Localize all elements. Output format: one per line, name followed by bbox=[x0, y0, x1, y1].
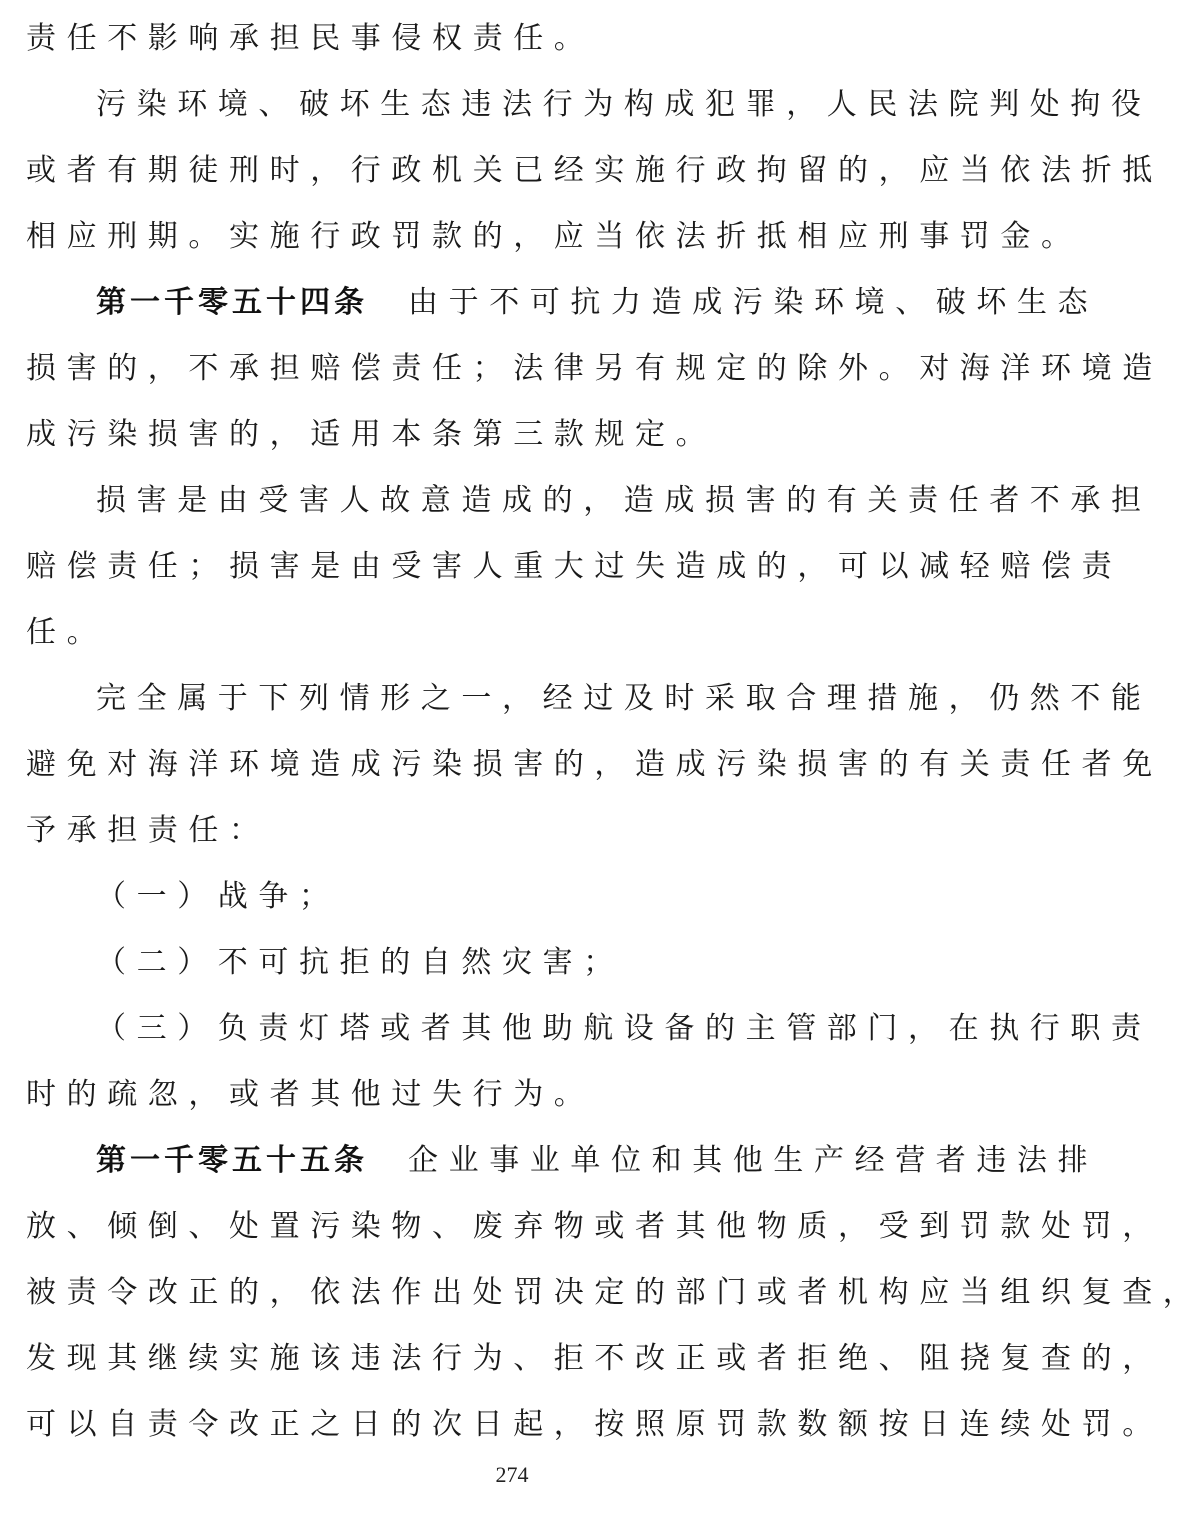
text-line: 或者有期徒刑时，行政机关已经实施行政拘留的，应当依法折抵 bbox=[26, 153, 1163, 188]
article-heading-line bbox=[26, 270, 1099, 336]
list-item: （三）负责灯塔或者其他助航设备的主管部门，在执行职责 bbox=[96, 1011, 1152, 1046]
page-number: 274 bbox=[495, 1462, 529, 1487]
article-number: 第一千零五十五条 bbox=[96, 1143, 368, 1178]
text-line: 成污染损害的，适用本条第三款规定。 bbox=[26, 417, 717, 452]
text-line: 放、倾倒、处置污染物、废弃物或者其他物质，受到罚款处罚， bbox=[26, 1209, 1163, 1244]
document-body bbox=[26, 0, 1203, 1458]
list-item: （二）不可抗拒的自然灾害； bbox=[96, 945, 624, 980]
text-line: 发现其继续实施该违法行为、拒不改正或者拒绝、阻挠复查的， bbox=[26, 1341, 1163, 1376]
text-line: 损害是由受害人故意造成的，造成损害的有关责任者不承担 bbox=[96, 483, 1152, 518]
text-line: 任。 bbox=[26, 615, 108, 650]
text-line: 责任不影响承担民事侵权责任。 bbox=[26, 21, 595, 56]
text-line: 赔偿责任；损害是由受害人重大过失造成的，可以减轻赔偿责 bbox=[26, 549, 1123, 584]
text-line: 损害的，不承担赔偿责任；法律另有规定的除外。对海洋环境造 bbox=[26, 351, 1163, 386]
text-line: 完全属于下列情形之一，经过及时采取合理措施，仍然不能 bbox=[96, 681, 1152, 716]
article-text: 由于不可抗力造成污染环境、破坏生态 bbox=[408, 285, 1099, 320]
article-text: 企业事业单位和其他生产经营者违法排 bbox=[408, 1143, 1099, 1178]
text-line: 污染环境、破坏生态违法行为构成犯罪，人民法院判处拘役 bbox=[96, 87, 1152, 122]
text-line: 相应刑期。实施行政罚款的，应当依法折抵相应刑事罚金。 bbox=[26, 219, 1082, 254]
list-item: （一）战争； bbox=[96, 879, 340, 914]
text-line: 可以自责令改正之日的次日起，按照原罚款数额按日连续处罚。 bbox=[26, 1407, 1163, 1442]
text-line: 予承担责任： bbox=[26, 813, 270, 848]
article-heading-line bbox=[26, 1128, 1099, 1194]
text-line: 避免对海洋环境造成污染损害的，造成污染损害的有关责任者免 bbox=[26, 747, 1163, 782]
text-line: 被责令改正的，依法作出处罚决定的部门或者机构应当组织复查， bbox=[26, 1275, 1203, 1310]
article-number: 第一千零五十四条 bbox=[96, 285, 368, 320]
text-line: 时的疏忽，或者其他过失行为。 bbox=[26, 1077, 595, 1112]
